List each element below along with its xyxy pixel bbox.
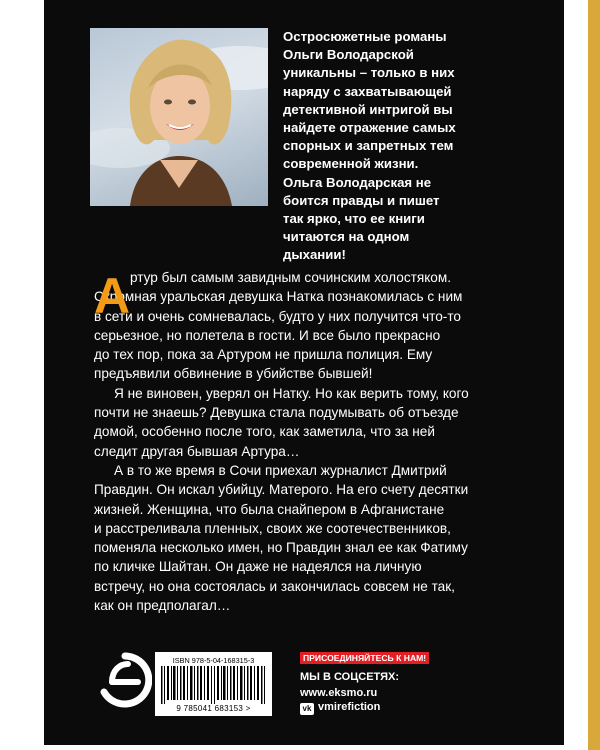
barcode: [155, 652, 272, 716]
story-synopsis: [94, 268, 564, 615]
barcode-digits: 9 785041 683153 >: [176, 704, 251, 713]
author-photo: [90, 28, 268, 206]
story-line: Скромная уральская девушка Натка познакомилась с ним: [94, 289, 463, 305]
story-line: Я не виновен, уверял он Натку. Но как верить тому, кого: [114, 385, 469, 401]
story-line: поменяла несколько имен, но Правдин знал ее как Фатиму: [94, 540, 468, 556]
spine-edge: [588, 0, 600, 750]
isbn-number: ISBN 978-5-04-168315-3: [172, 656, 255, 665]
blurb-line: спорных и запретных тем: [283, 138, 454, 154]
blurb-line: детективной интригой вы: [283, 101, 453, 117]
blurb-line: найдете отражение самых: [283, 120, 456, 136]
blurb-line: современной жизни.: [283, 156, 419, 172]
story-line: по кличке Шайтан. Он даже не надеялся на личную: [94, 559, 422, 575]
blurb-line: наряду с захватывающей: [283, 83, 452, 99]
story-line: до тех пор, пока за Артуром не пришла полиция. Ему: [94, 347, 433, 363]
blurb-line: Остросюжетные романы: [283, 29, 447, 44]
story-line: предъявили обвинение в убийстве бывшей!: [94, 366, 373, 382]
blurb-line: уникальны – только в них: [283, 65, 455, 81]
blurb-line: дыхании!: [283, 247, 346, 263]
blurb-line: Ольга Володарская не: [283, 174, 432, 190]
story-line: жизней. Женщина, что была снайпером в Афганистане: [94, 501, 445, 517]
story-line: А в то же время в Сочи приехал журналист Дмитрий: [114, 462, 447, 478]
story-line: и расстреливала пленных, своих же соотечественников,: [94, 520, 451, 536]
vk-link[interactable]: [300, 700, 380, 715]
story-line: следит другая бывшая Артура…: [94, 443, 300, 459]
story-line: в сети и очень сомневалась, будто у них получится что-то: [94, 308, 461, 324]
story-line: как он предполагал…: [94, 598, 231, 614]
story-line: домой, особенно после того, как заметила, что за ней: [94, 424, 435, 440]
story-line: Правдин. Он искал убийцу. Матерого. На его счету десятки: [94, 482, 469, 498]
story-line: встречу, но она состоялась и закончилась совсем не так,: [94, 578, 455, 594]
social-block: [300, 670, 399, 701]
story-line: ртур был самым завидным сочинским холостяком.: [130, 270, 451, 285]
blurb-line: так ярко, что ее книги: [283, 211, 425, 227]
drop-cap: А: [94, 268, 131, 324]
author-blurb: [283, 28, 555, 265]
social-networks-label: МЫ В СОЦСЕТЯХ:: [300, 671, 400, 683]
eksmo-logo: [98, 652, 152, 708]
blurb-line: читаются на одном: [283, 229, 410, 245]
story-line: почти не знаешь? Девушка стала подумывать об отъезде: [94, 405, 459, 421]
story-line: серьезное, но полетела в гости. И все было прекрасно: [94, 327, 441, 343]
blurb-line: боится правды и пишет: [283, 192, 440, 208]
barcode-bars: [159, 666, 268, 704]
vk-icon: vk: [300, 703, 314, 715]
vk-handle: vmirefiction: [318, 701, 381, 713]
join-us-banner: ПРИСОЕДИНЯЙТЕСЬ К НАМ!: [300, 652, 429, 664]
website-link[interactable]: www.eksmo.ru: [300, 686, 378, 699]
blurb-line: Ольги Володарской: [283, 47, 414, 63]
